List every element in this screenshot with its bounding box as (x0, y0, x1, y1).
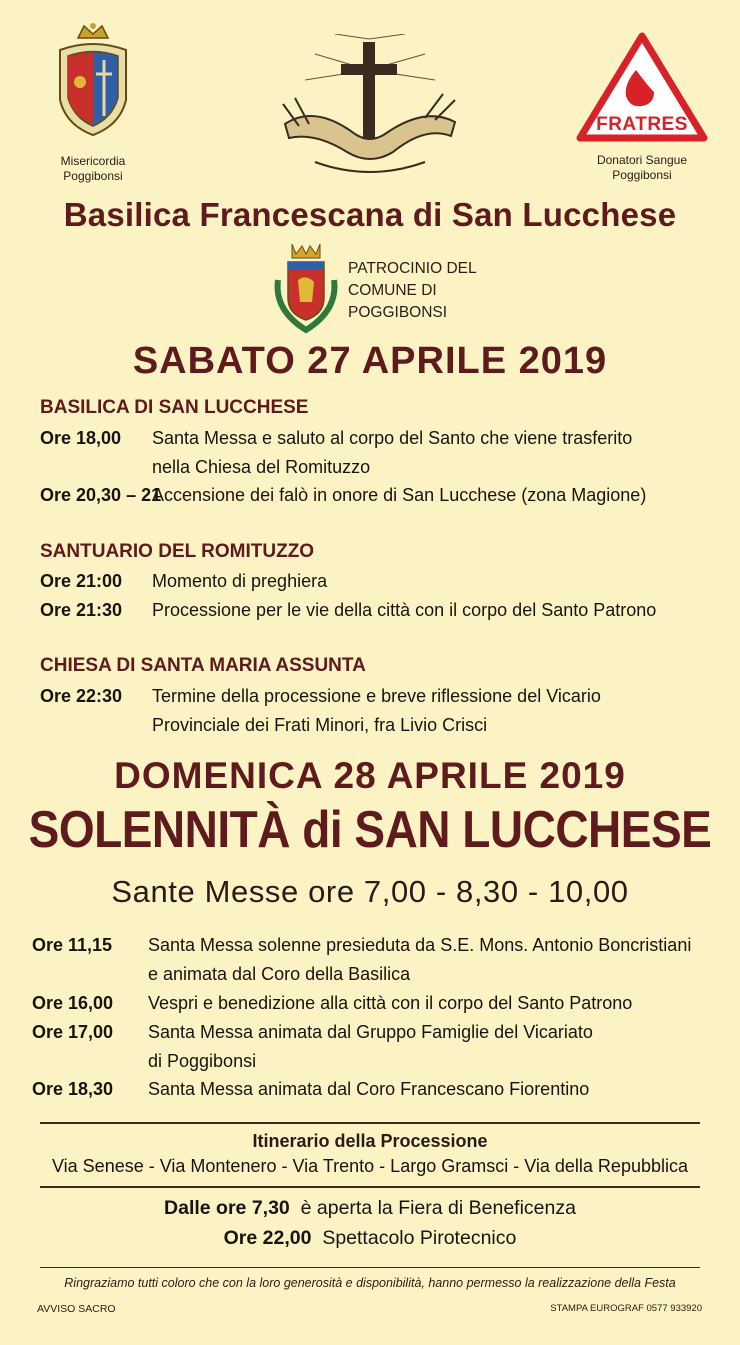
schedule-item (32, 1018, 712, 1076)
sabato-date: SABATO 27 APRILE 2019 (132, 340, 608, 382)
misericordia-caption: Misericordia (60, 154, 126, 168)
schedule-time: Ore 18,00 (40, 428, 122, 448)
schedule-desc-line: Termine della processione e breve riflessione del Vicario (152, 686, 601, 706)
schedule-time: Ore 16,00 (32, 993, 114, 1013)
schedule-time: Ore 21:00 (40, 571, 123, 591)
fratres-text: FRATRES (596, 114, 688, 135)
cross-and-arms-icon (275, 34, 465, 184)
thanks-note: Ringraziamo tutti coloro che con la loro generosità e disponibilità, hanno permesso la realizzazione della Festa (64, 1276, 676, 1290)
itinerario-title: Itinerario della Processione (252, 1131, 488, 1151)
schedule-item (32, 931, 712, 989)
schedule-item (32, 1075, 712, 1104)
schedule-time: Ore 21:30 (40, 600, 123, 620)
pirotecnico-text: Spettacolo Pirotecnico (322, 1227, 517, 1249)
itinerario-route: Via Senese - Via Montenero - Via Trento - Largo Gramsci - Via della Repubblica (51, 1156, 688, 1176)
fratres-logo (576, 32, 708, 144)
schedule-item (32, 989, 712, 1018)
schedule-desc-line: e animata dal Coro della Basilica (148, 964, 411, 984)
schedule-desc: Processione per le vie della città con il corpo del Santo Patrono (152, 600, 657, 620)
cross-emblem (275, 34, 465, 184)
schedule-desc (152, 682, 692, 740)
fratres-caption-city: Poggibonsi (612, 168, 672, 182)
schedule-item (40, 424, 700, 482)
pirotecnico-time: Ore 22,00 (223, 1227, 312, 1249)
section-title: SANTUARIO DEL ROMITUZZO (40, 541, 315, 562)
patrocinio-line: COMUNE DI (348, 282, 437, 299)
schedule-desc-line: Santa Messa e saluto al corpo del Santo che viene trasferito (152, 428, 633, 448)
patrocinio-line: PATROCINIO DEL (348, 260, 477, 277)
schedule-desc (148, 931, 708, 989)
schedule-desc-line: di Poggibonsi (148, 1051, 257, 1071)
solennita-title: SOLENNITÀ di SAN LUCCHESE (28, 799, 712, 859)
schedule-time: Ore 11,15 (32, 935, 113, 955)
fiera-time: Dalle ore 7,30 (164, 1197, 290, 1219)
schedule-item (40, 567, 700, 596)
schedule-item (40, 682, 700, 740)
patrocinio-text (348, 258, 477, 324)
schedule-desc-line: Santa Messa solenne presieduta da S.E. Mons. Antonio Boncristiani (148, 935, 692, 955)
section-title: CHIESA DI SANTA MARIA ASSUNTA (40, 655, 366, 676)
pirotecnico-line (0, 1227, 740, 1250)
patrocinio-line: POGGIBONSI (348, 304, 448, 321)
schedule-time: Ore 20,30 – 21 (40, 485, 162, 505)
schedule-item (40, 596, 700, 625)
misericordia-caption-city: Poggibonsi (63, 169, 123, 183)
schedule-time: Ore 18,30 (32, 1079, 114, 1099)
comune-crest (270, 240, 342, 334)
fiera-line (0, 1197, 740, 1220)
misericordia-logo (48, 20, 138, 140)
sante-messe: Sante Messe ore 7,00 - 8,30 - 10,00 (111, 874, 629, 909)
divider (40, 1122, 700, 1124)
schedule-time: Ore 17,00 (32, 1022, 114, 1042)
divider (40, 1186, 700, 1188)
section-title: BASILICA DI SAN LUCCHESE (40, 397, 309, 418)
page-title: Basilica Francescana di San Lucchese (63, 196, 677, 233)
schedule-desc: Vespri e benedizione alla città con il corpo del Santo Patrono (148, 993, 633, 1013)
divider (40, 1267, 700, 1268)
schedule-desc (152, 424, 692, 482)
schedule-desc: Santa Messa animata dal Coro Francescano Fiorentino (148, 1079, 590, 1099)
schedule-desc-line: Santa Messa animata dal Gruppo Famiglie del Vicariato (148, 1022, 593, 1042)
schedule-desc: Momento di preghiera (152, 571, 328, 591)
printer-credit: STAMPA EUROGRAF 0577 933920 (550, 1303, 702, 1314)
comune-crest-icon (270, 240, 342, 334)
fratres-caption: Donatori Sangue (596, 153, 688, 167)
schedule-item (40, 481, 700, 510)
misericordia-crest-icon (48, 20, 138, 140)
schedule-desc-line: Provinciale dei Frati Minori, fra Livio Crisci (152, 715, 488, 735)
fiera-text: è aperta la Fiera di Beneficenza (300, 1197, 576, 1219)
domenica-date: DOMENICA 28 APRILE 2019 (114, 755, 626, 796)
schedule-desc-line: nella Chiesa del Romituzzo (152, 457, 371, 477)
schedule-time: Ore 22:30 (40, 686, 123, 706)
schedule-desc: Accensione dei falò in onore di San Lucchese (zona Magione) (152, 485, 647, 505)
schedule-desc (148, 1018, 708, 1076)
avviso-sacro: AVVISO SACRO (37, 1303, 116, 1315)
